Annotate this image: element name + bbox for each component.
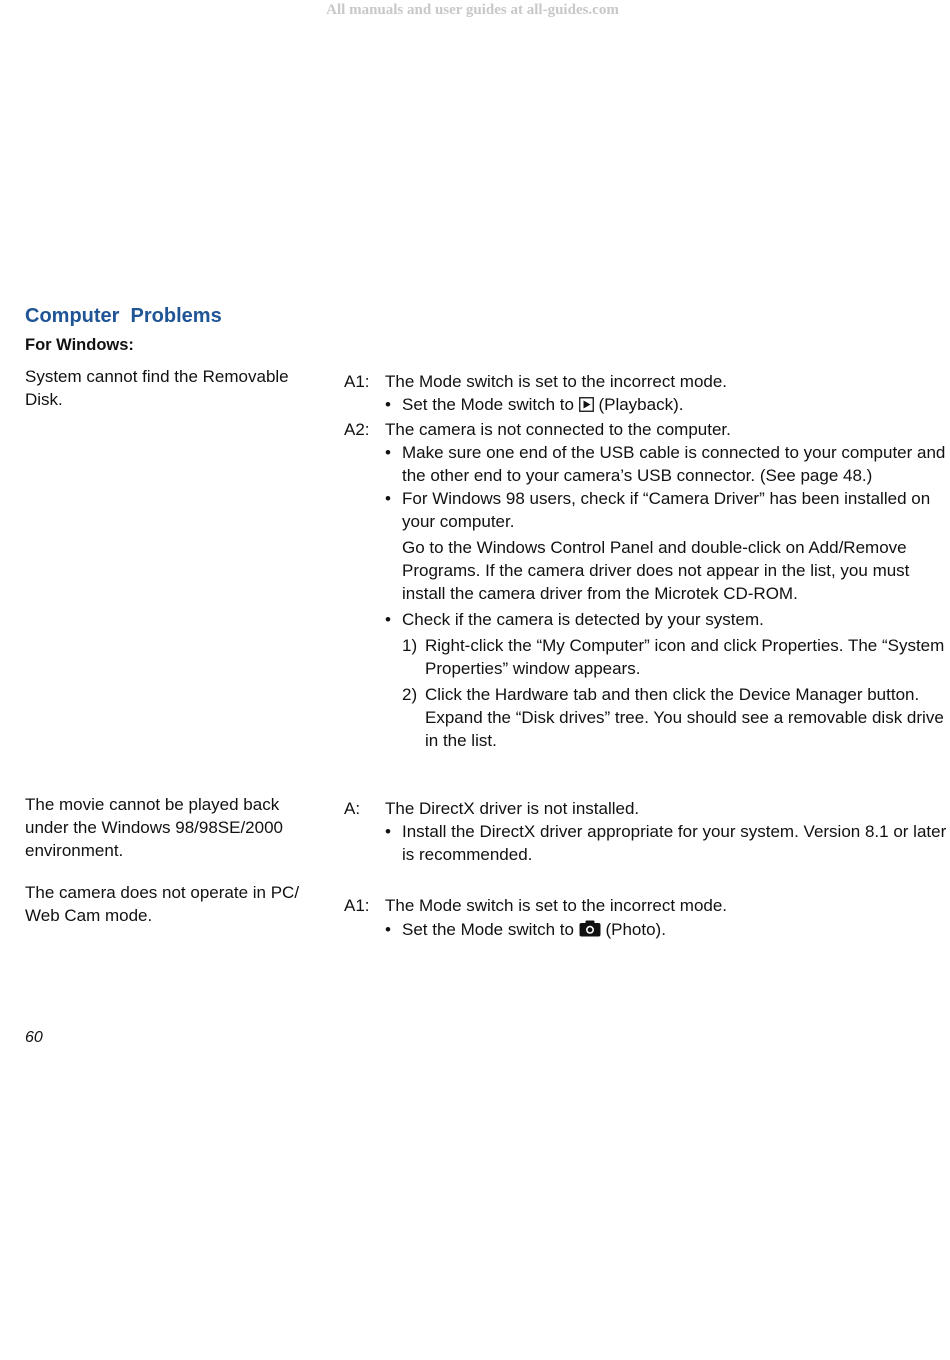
bullet-item bbox=[344, 393, 950, 418]
problem-2-answers bbox=[344, 797, 950, 866]
section-title: Computer Problems bbox=[25, 305, 222, 327]
numbered-step-2 bbox=[344, 683, 950, 752]
bullet-dot: • bbox=[385, 610, 391, 629]
bullet-item bbox=[344, 487, 950, 533]
answer-label: A: bbox=[344, 799, 361, 818]
bullet-item bbox=[344, 820, 950, 866]
watermark: All manuals and user guides at all-guides.com bbox=[326, 2, 619, 18]
playback-icon bbox=[579, 395, 594, 418]
bullet-dot: • bbox=[385, 822, 391, 841]
bullet-dot: • bbox=[385, 489, 391, 508]
bullet-text: Check if the camera is detected by your system. bbox=[402, 610, 764, 629]
step-text: Click the Hardware tab and then click the Device Manager button. Expand the “Disk drives” tree. You should see a removable disk drive in the list. bbox=[425, 685, 944, 750]
bullet-text-post: (Playback). bbox=[598, 395, 684, 414]
bullet-text-pre: Set the Mode switch to bbox=[402, 920, 574, 939]
answer-text: The DirectX driver is not installed. bbox=[385, 799, 640, 818]
answer-text: The Mode switch is set to the incorrect mode. bbox=[385, 372, 728, 391]
answer-a2 bbox=[344, 418, 950, 441]
bullet-item bbox=[344, 918, 950, 943]
problem-3-answers bbox=[344, 894, 950, 943]
camera-icon bbox=[579, 920, 601, 943]
step-label: 2) bbox=[402, 685, 418, 704]
bullet-dot: • bbox=[385, 395, 391, 414]
problem-3-text: The camera does not operate in PC/ Web Cam mode. bbox=[25, 883, 300, 925]
answer-label: A1: bbox=[344, 372, 370, 391]
bullet-text-pre: Set the Mode switch to bbox=[402, 395, 574, 414]
bullet-dot: • bbox=[385, 443, 391, 462]
answer-label: A2: bbox=[344, 420, 370, 439]
bullet-item bbox=[344, 608, 950, 631]
answer-a1 bbox=[344, 370, 950, 393]
problem-1-answers bbox=[344, 370, 950, 752]
step-text: Right-click the “My Computer” icon and click Properties. The “System Properties” window appears. bbox=[425, 636, 945, 678]
numbered-step-1 bbox=[344, 634, 950, 680]
bullet-text-post: (Photo). bbox=[605, 920, 666, 939]
answer-label: A1: bbox=[344, 896, 370, 915]
problem-1-text: System cannot find the Removable Disk. bbox=[25, 367, 289, 409]
bullet-item bbox=[344, 441, 950, 487]
answer-text: The camera is not connected to the computer. bbox=[385, 420, 731, 439]
answer-a1 bbox=[344, 894, 950, 917]
bullet-dot: • bbox=[385, 920, 391, 939]
problem-2-text: The movie cannot be played back under the Windows 98/98SE/2000 environment. bbox=[25, 795, 284, 860]
answer-a bbox=[344, 797, 950, 820]
step-label: 1) bbox=[402, 636, 418, 655]
bullet-text: Install the DirectX driver appropriate for your system. Version 8.1 or later is recommended. bbox=[402, 822, 947, 864]
instruction-paragraph: Go to the Windows Control Panel and double-click on Add/Remove Programs. If the camera driver does not appear in the list, you must install the camera driver from the Microtek CD-ROM. bbox=[402, 538, 910, 603]
page-number: 60 bbox=[25, 1029, 43, 1046]
answer-text: The Mode switch is set to the incorrect mode. bbox=[385, 896, 728, 915]
bullet-text: For Windows 98 users, check if “Camera Driver” has been installed on your computer. bbox=[402, 489, 931, 531]
section-subtitle: For Windows: bbox=[25, 336, 134, 354]
bullet-text: Make sure one end of the USB cable is connected to your computer and the other end to your camera’s USB connector. (See page 48.) bbox=[402, 443, 946, 485]
